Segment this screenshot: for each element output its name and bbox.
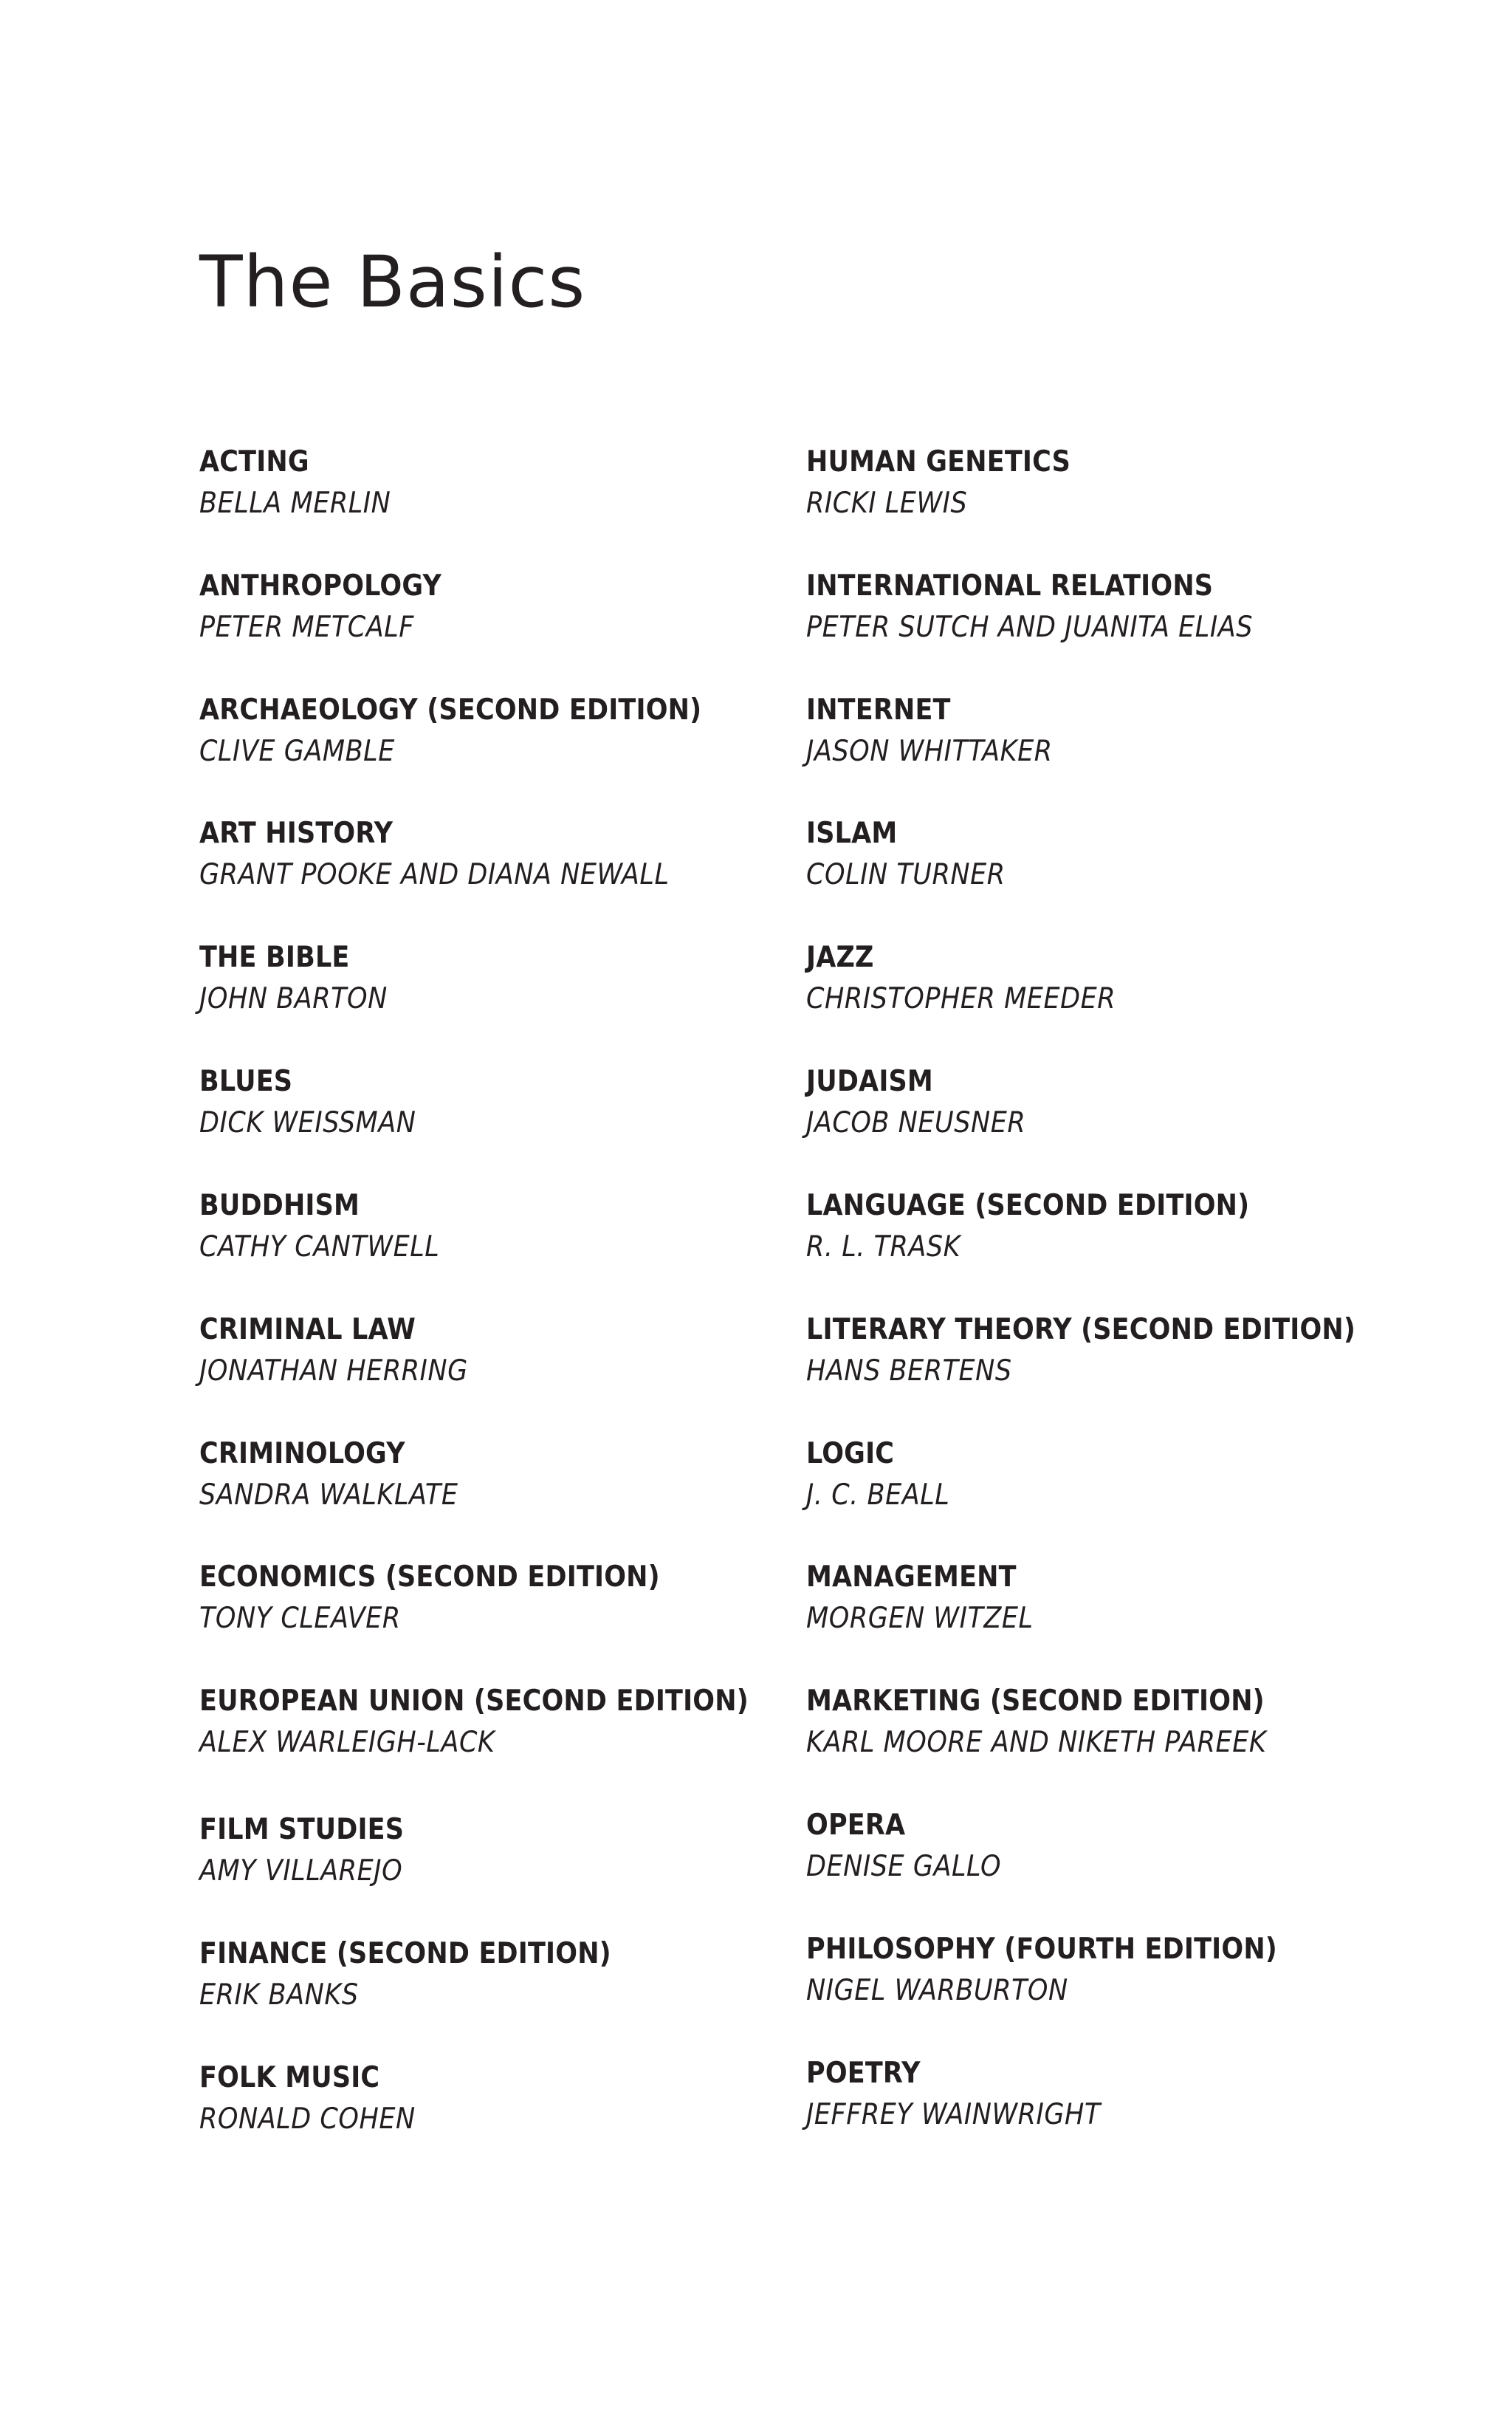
- book-author: COLIN TURNER: [806, 858, 1006, 891]
- book-subject: ACTING: [199, 445, 309, 479]
- book-author: JACOB NEUSNER: [806, 1106, 1026, 1139]
- book-author: CATHY CANTWELL: [199, 1230, 440, 1264]
- book-subject: BUDDHISM: [199, 1189, 360, 1222]
- book-author: J. C. BEALL: [806, 1478, 950, 1512]
- book-entry: [199, 690, 849, 772]
- book-author: TONY CLEAVER: [199, 1602, 401, 1635]
- book-subject: INTERNET: [806, 693, 951, 727]
- book-entry: [806, 690, 1456, 772]
- book-entry: [806, 1805, 1456, 1888]
- book-author: JOHN BARTON: [199, 982, 388, 1015]
- book-entry: [199, 1557, 849, 1639]
- book-entry: [199, 566, 849, 648]
- book-subject: ART HISTORY: [199, 817, 394, 850]
- book-author: DENISE GALLO: [806, 1850, 1002, 1883]
- book-author: CLIVE GAMBLE: [199, 735, 395, 768]
- book-subject: FOLK MUSIC: [199, 2061, 380, 2094]
- book-entry: [806, 1557, 1456, 1639]
- book-subject: CRIMINOLOGY: [199, 1437, 405, 1470]
- book-subject: ANTHROPOLOGY: [199, 569, 442, 603]
- book-author: PETER METCALF: [199, 611, 414, 644]
- book-subject: EUROPEAN UNION (SECOND EDITION): [199, 1684, 749, 1718]
- book-author: ERIK BANKS: [199, 1978, 359, 2012]
- book-entry: [806, 1929, 1456, 2012]
- book-subject: POETRY: [806, 2057, 921, 2090]
- book-entry: [199, 1185, 849, 1268]
- book-author: NIGEL WARBURTON: [806, 1974, 1068, 2007]
- book-subject: ISLAM: [806, 817, 898, 850]
- book-author: AMY VILLAREJO: [199, 1854, 403, 1888]
- book-author: ALEX WARLEIGH-LACK: [199, 1726, 495, 1759]
- book-author: DICK WEISSMAN: [199, 1106, 416, 1139]
- book-entry: [806, 937, 1456, 1020]
- book-subject: INTERNATIONAL RELATIONS: [806, 569, 1214, 603]
- book-subject: LANGUAGE (SECOND EDITION): [806, 1189, 1250, 1222]
- book-entry: [806, 442, 1456, 524]
- book-entry: [199, 1809, 849, 1892]
- book-subject: FILM STUDIES: [199, 1813, 405, 1846]
- book-subject: JUDAISM: [806, 1065, 933, 1098]
- book-subject: BLUES: [199, 1065, 293, 1098]
- book-entry: [199, 1433, 849, 1516]
- book-entry: [806, 1061, 1456, 1144]
- book-subject: OPERA: [806, 1809, 906, 1842]
- book-subject: LOGIC: [806, 1437, 895, 1470]
- book-entry: [806, 2053, 1456, 2136]
- book-subject: PHILOSOPHY (FOURTH EDITION): [806, 1933, 1277, 1966]
- book-author: SANDRA WALKLATE: [199, 1478, 458, 1512]
- book-author: JEFFREY WAINWRIGHT: [806, 2098, 1101, 2131]
- book-subject: LITERARY THEORY (SECOND EDITION): [806, 1313, 1356, 1346]
- book-entry: [199, 937, 849, 1020]
- book-author: HANS BERTENS: [806, 1354, 1012, 1388]
- book-entry: [806, 1309, 1456, 1392]
- book-author: CHRISTOPHER MEEDER: [806, 982, 1116, 1015]
- book-subject: CRIMINAL LAW: [199, 1313, 416, 1346]
- book-entry: [806, 1185, 1456, 1268]
- book-author: JONATHAN HERRING: [199, 1354, 468, 1388]
- book-author: GRANT POOKE AND DIANA NEWALL: [199, 858, 670, 891]
- book-subject: MANAGEMENT: [806, 1560, 1017, 1594]
- book-entry: [806, 1433, 1456, 1516]
- book-author: RICKI LEWIS: [806, 487, 968, 520]
- book-author: PETER SUTCH AND JUANITA ELIAS: [806, 611, 1253, 644]
- book-entry: [199, 442, 849, 524]
- book-subject: ARCHAEOLOGY (SECOND EDITION): [199, 693, 702, 727]
- book-author: MORGEN WITZEL: [806, 1602, 1034, 1635]
- book-entry: [199, 2057, 849, 2140]
- book-subject: HUMAN GENETICS: [806, 445, 1071, 479]
- page-title: The Basics: [199, 241, 586, 323]
- book-entry: [199, 813, 849, 896]
- book-author: RONALD COHEN: [199, 2102, 416, 2136]
- book-author: JASON WHITTAKER: [806, 735, 1053, 768]
- book-subject: FINANCE (SECOND EDITION): [199, 1937, 611, 1970]
- book-entry: [199, 1309, 849, 1392]
- book-entry: [806, 1681, 1456, 1763]
- book-entry: [199, 1681, 849, 1763]
- book-author: KARL MOORE AND NIKETH PAREEK: [806, 1726, 1267, 1759]
- book-subject: MARKETING (SECOND EDITION): [806, 1684, 1265, 1718]
- book-author: R. L. TRASK: [806, 1230, 961, 1264]
- book-subject: JAZZ: [806, 941, 874, 974]
- book-entry: [806, 813, 1456, 896]
- book-entry: [806, 566, 1456, 648]
- book-subject: THE BIBLE: [199, 941, 350, 974]
- book-subject: ECONOMICS (SECOND EDITION): [199, 1560, 660, 1594]
- book-entry: [199, 1061, 849, 1144]
- book-author: BELLA MERLIN: [199, 487, 391, 520]
- book-entry: [199, 1933, 849, 2016]
